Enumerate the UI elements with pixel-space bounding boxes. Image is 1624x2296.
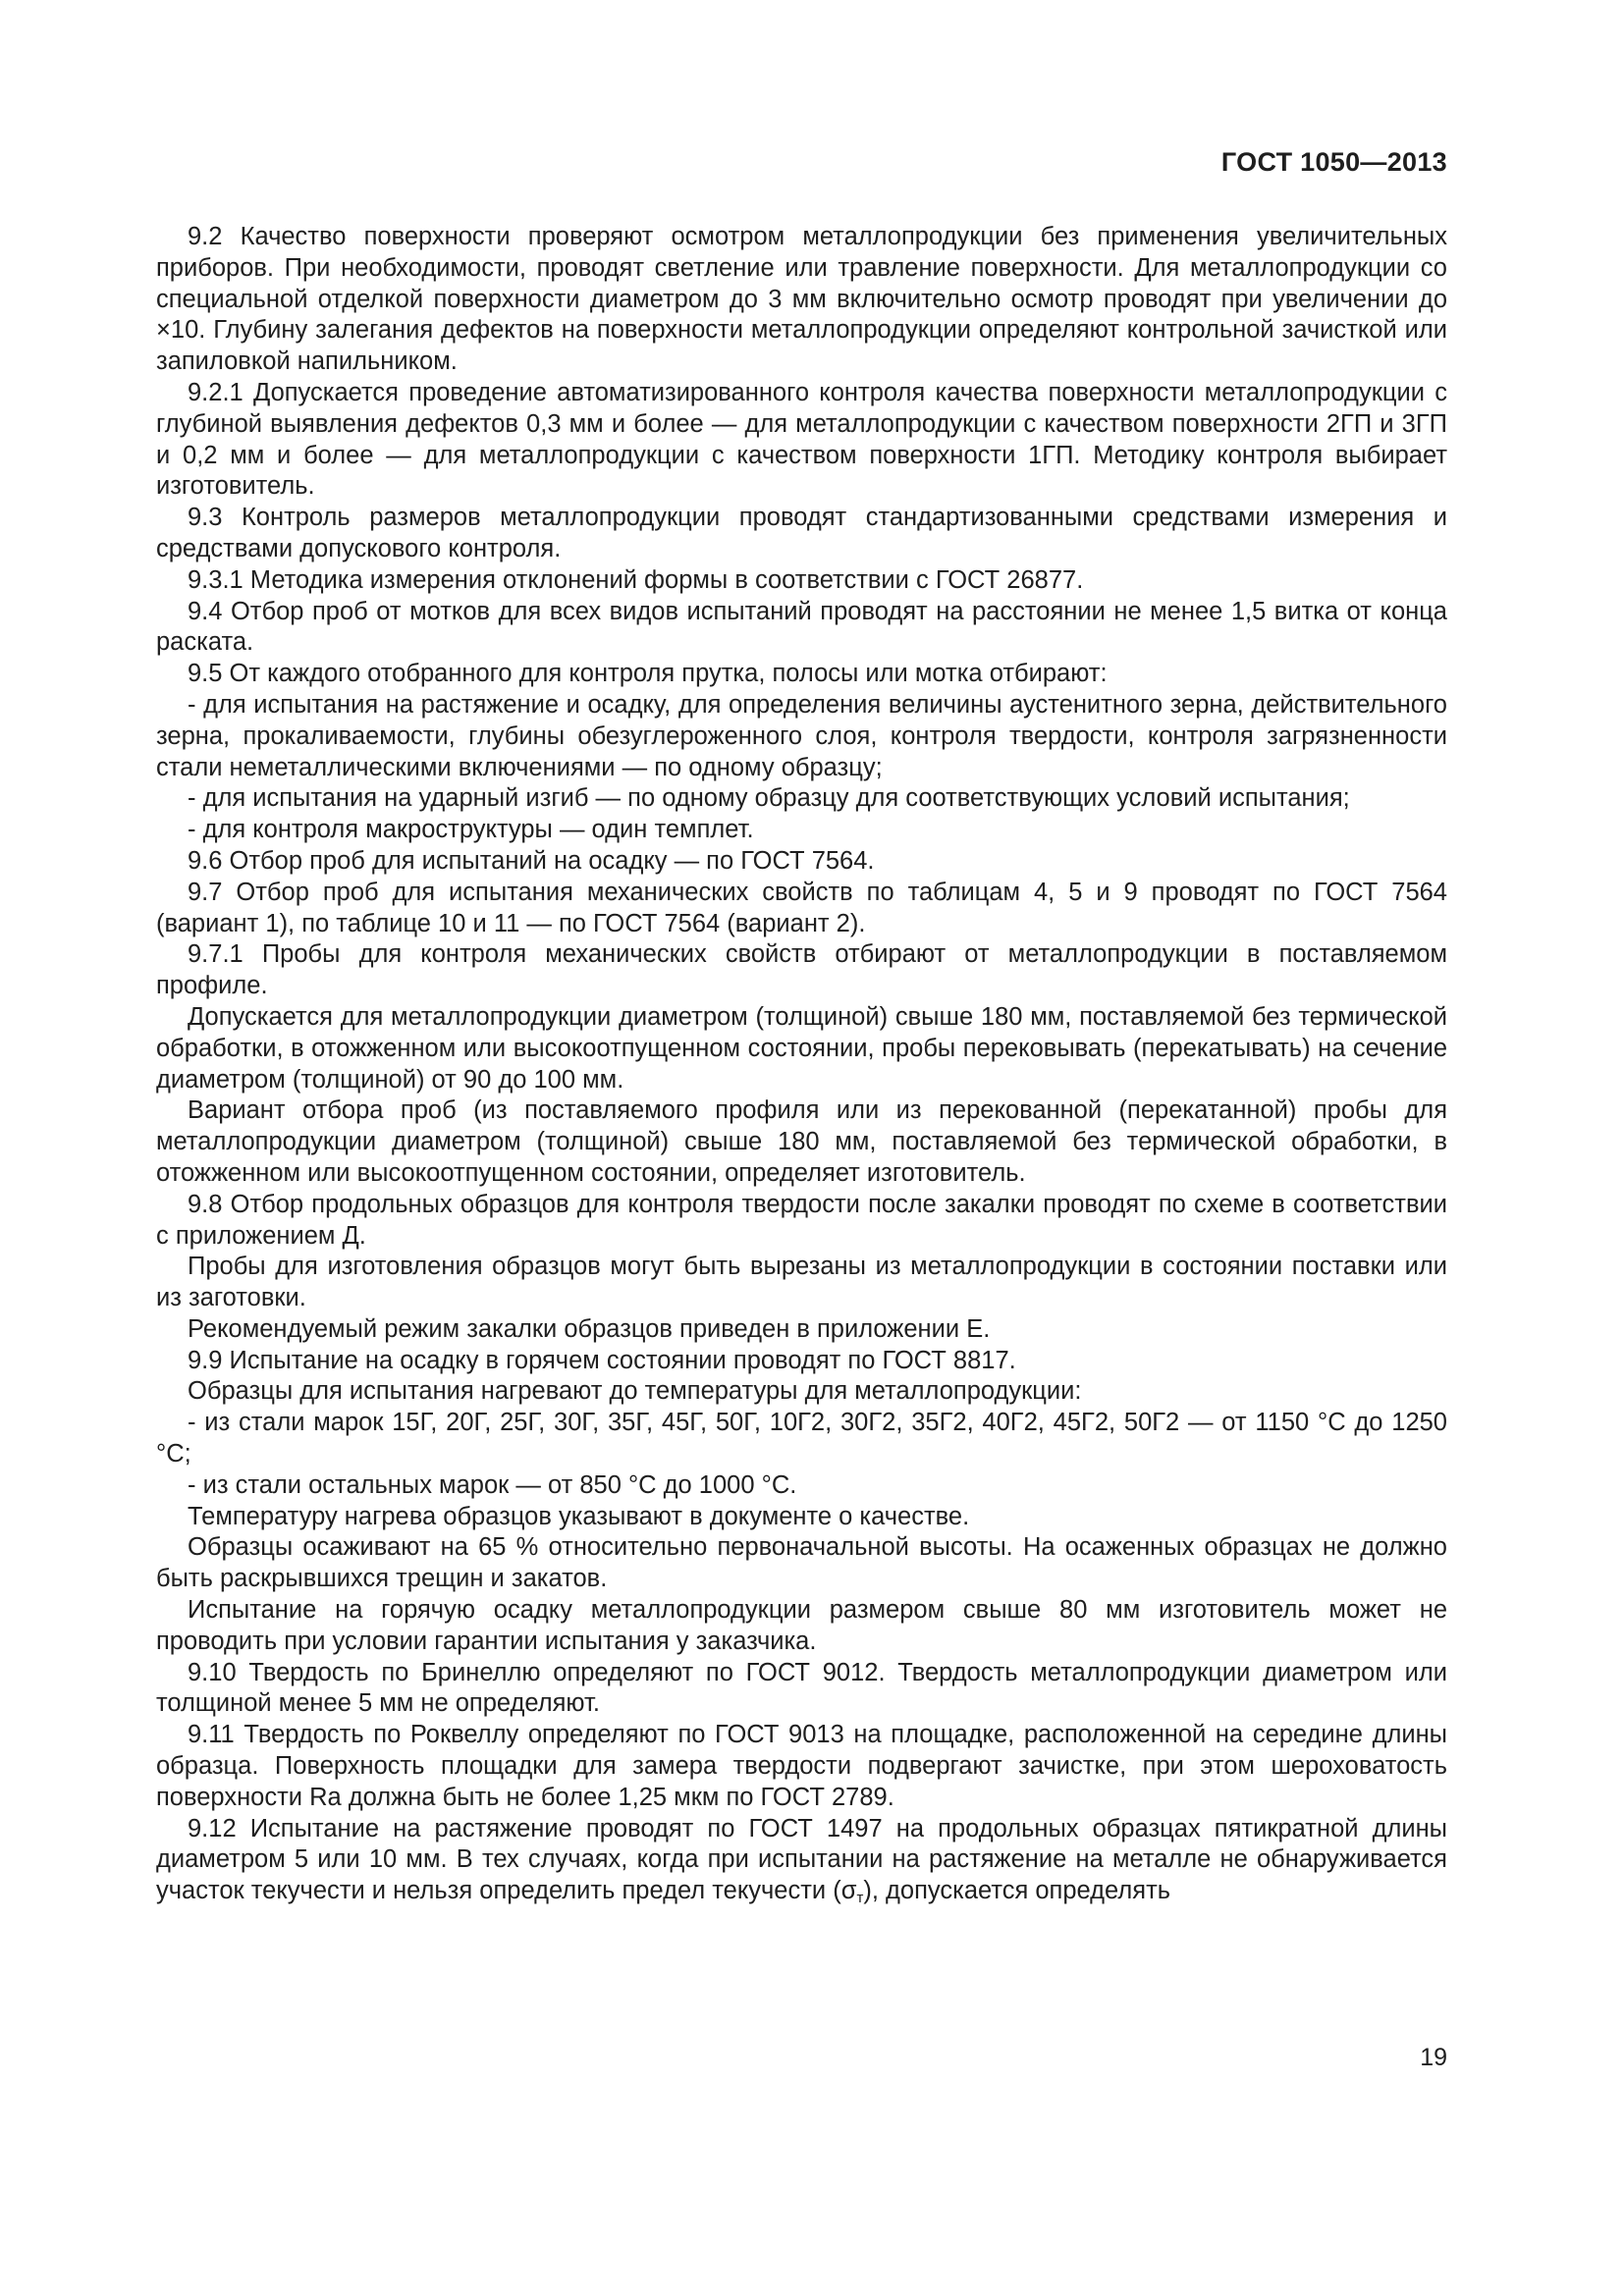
- paragraph-9-12: [156, 1814, 1447, 1907]
- paragraph-9-4: 9.4 Отбор проб от мотков для всех видов испытаний проводят на расстоянии не менее 1,5 витка от конца раската.: [156, 597, 1447, 657]
- paragraph-9-5: 9.5 От каждого отобранного для контроля прутка, полосы или мотка отбирают:: [188, 660, 1108, 688]
- paragraph-9-2-1: 9.2.1 Допускается проведение автоматизированного контроля качества поверхности металлопродукции с глубиной выявления дефектов 0,3 мм и более — для металлопродукции с качеством поверхности 2ГП и 3ГП и 0,2 мм и более — для металлопродукции с качеством поверхности 1ГП. Методику контроля выбирает изготовитель.: [156, 378, 1447, 501]
- paragraph-9-7: 9.7 Отбор проб для испытания механических свойств по таблицам 4, 5 и 9 проводят по ГОСТ 7564 (вариант 1), по таблице 10 и 11 — по ГОСТ 7564 (вариант 2).: [156, 878, 1447, 937]
- paragraph: Образцы для испытания нагревают до температуры для металлопродукции:: [188, 1377, 1082, 1406]
- paragraph: Допускается для металлопродукции диаметром (толщиной) свыше 180 мм, поставляемой без термической обработки, в отожженном или высокоотпущенном состоянии, пробы перековывать (перекатывать) на сечение диаметром (толщиной) от 90 до 100 мм.: [156, 1002, 1447, 1094]
- paragraph-9-10: 9.10 Твердость по Бринеллю определяют по ГОСТ 9012. Твердость металлопродукции диаметром или толщиной менее 5 мм не определяют.: [156, 1658, 1447, 1718]
- paragraph-9-2: 9.2 Качество поверхности проверяют осмотром металлопродукции без применения увеличительных приборов. При необходимости, проводят светление или травление поверхности. Для металлопродукции со специальной отделкой поверхности диаметром до 3 мм включительно осмотр проводят при увеличении до ×10. Глубину залегания дефектов на поверхности металлопродукции определяют контрольной зачисткой или запиловкой напильником.: [156, 223, 1447, 376]
- paragraph-9-8: 9.8 Отбор продольных образцов для контроля твердости после закалки проводят по схеме в соответствии с приложением Д.: [156, 1190, 1447, 1250]
- yield-strength-symbol: [840, 1877, 864, 1907]
- paragraph: Пробы для изготовления образцов могут быть вырезаны из металлопродукции в состоянии поставки или из заготовки.: [156, 1253, 1447, 1312]
- list-item: - для испытания на растяжение и осадку, для определения величины аустенитного зерна, действительного зерна, прокаливаемости, глубины обезуглероженного слоя, контроля твердости, контроля загрязненности стали неметаллическими включениями — по одному образцу;: [156, 690, 1447, 781]
- paragraph-9-7-1: 9.7.1 Пробы для контроля механических свойств отбирают от металлопродукции в поставляемом профиле.: [156, 940, 1447, 1000]
- list-item: - из стали остальных марок — от 850 °С до 1000 °С.: [188, 1470, 797, 1499]
- paragraph-9-3: 9.3 Контроль размеров металлопродукции проводят стандартизованными средствами измерения и средствами допускового контроля.: [156, 504, 1447, 562]
- document-header: ГОСТ 1050—2013: [1220, 147, 1447, 177]
- list-item: - для испытания на ударный изгиб — по одному образцу для соответствующих условий испытания;: [188, 784, 1350, 813]
- paragraph-9-11: 9.11 Твердость по Роквеллу определяют по ГОСТ 9013 на площадке, расположенной на середине длины образца. Поверхность площадки для замера твердости подвергают зачистке, при этом шероховатость поверхности Ra должна быть не более 1,25 мкм по ГОСТ 2789.: [156, 1721, 1447, 1811]
- paragraph-9-3-1: 9.3.1 Методика измерения отклонений формы в соответствии с ГОСТ 26877.: [188, 565, 1084, 594]
- paragraph-9-6: 9.6 Отбор проб для испытаний на осадку — по ГОСТ 7564.: [188, 846, 875, 875]
- paragraph-9-12-text: 9.12 Испытание на растяжение проводят по ГОСТ 1497 на продольных образцах пятикратной длины диаметром 5 или 10 мм. В тех случаях, когда при испытании на растяжение на металле не обнаруживается участок текучести и нельзя определить предел текучести (: [156, 1814, 1447, 1905]
- page-number: 19: [1420, 2044, 1447, 2071]
- list-item: - из стали марок 15Г, 20Г, 25Г, 30Г, 35Г, 45Г, 50Г, 10Г2, 30Г2, 35Г2, 40Г2, 45Г2, 50Г2 — от 1150 °С до 1250 °С;: [156, 1409, 1447, 1468]
- paragraph: Вариант отбора проб (из поставляемого профиля или из перекованной (перекатанной) пробы для металлопродукции диаметром (толщиной) свыше 180 мм, поставляемой без термической обработки, в отожженном или высокоотпущенном состоянии, определяет изготовитель.: [156, 1096, 1447, 1187]
- paragraph: Температуру нагрева образцов указывают в документе о качестве.: [188, 1502, 970, 1530]
- paragraph: Образцы осаживают на 65 % относительно первоначальной высоты. На осаженных образцах не должно быть раскрывшихся трещин и закатов.: [156, 1533, 1447, 1593]
- paragraph-9-9: 9.9 Испытание на осадку в горячем состоянии проводят по ГОСТ 8817.: [188, 1346, 1016, 1374]
- paragraph-9-12-text-end: ), допускается определять: [863, 1877, 1171, 1905]
- sigma-symbol: σ: [840, 1877, 857, 1905]
- sigma-subscript: т: [856, 1890, 864, 1907]
- document-body: [156, 222, 1447, 1907]
- paragraph: Испытание на горячую осадку металлопродукции размером свыше 80 мм изготовитель может не проводить при условии гарантии испытания у заказчика.: [156, 1596, 1447, 1655]
- list-item: - для контроля макроструктуры — один темплет.: [188, 816, 754, 844]
- paragraph: Рекомендуемый режим закалки образцов приведен в приложении Е.: [188, 1314, 991, 1343]
